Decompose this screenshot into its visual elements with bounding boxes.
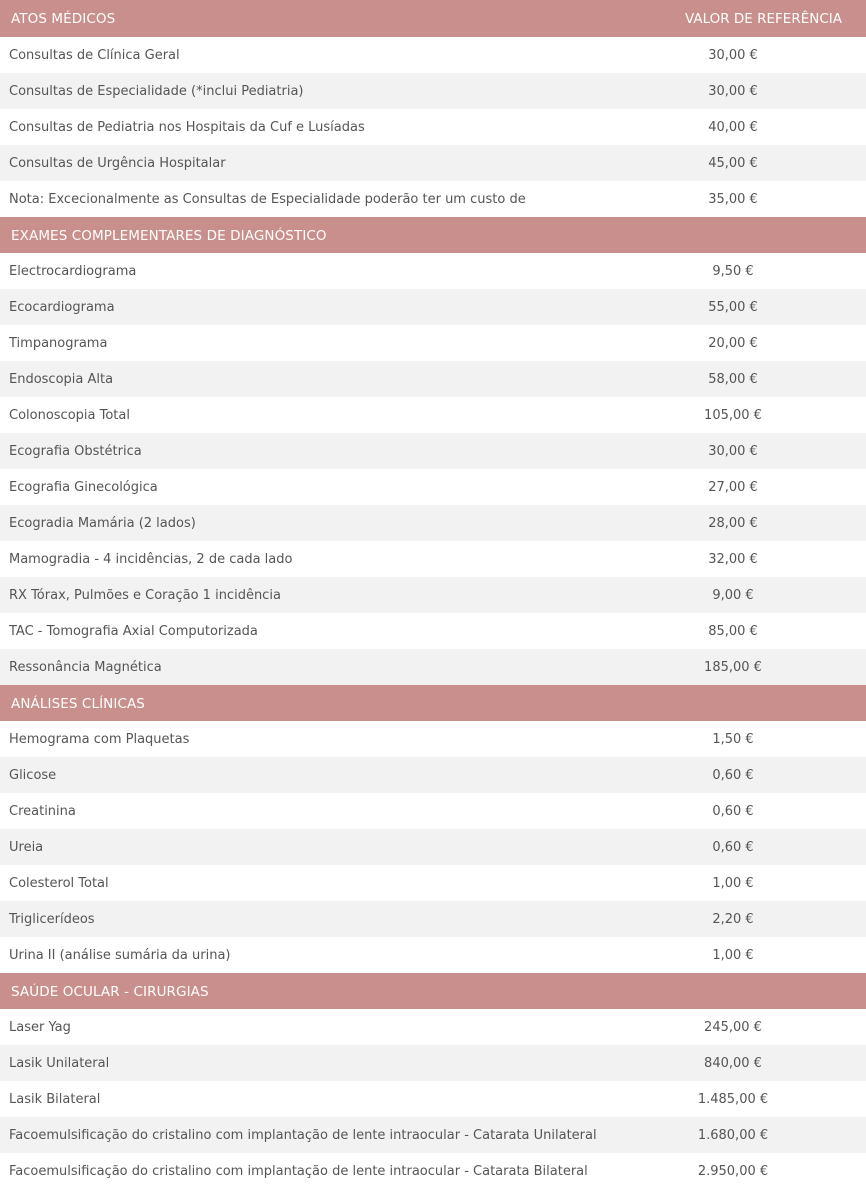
table-row — [0, 397, 866, 433]
row-label: Urina II (análise sumária da urina) — [9, 947, 231, 963]
row-label: Facoemulsificação do cristalino com implantação de lente intraocular - Catarata Unilateral — [9, 1127, 597, 1143]
table-row — [0, 541, 866, 577]
row-label: Timpanograma — [9, 335, 108, 351]
row-label: Consultas de Urgência Hospitalar — [9, 155, 226, 171]
table-row — [0, 757, 866, 793]
row-price: 32,00 € — [708, 551, 758, 567]
row-price: 27,00 € — [708, 479, 758, 495]
row-label: Nota: Excecionalmente as Consultas de Especialidade poderão ter um custo de — [9, 191, 526, 207]
row-price: 9,50 € — [712, 263, 754, 279]
table-row — [0, 937, 866, 973]
table-row — [0, 613, 866, 649]
row-label: Ecografia Ginecológica — [9, 479, 158, 495]
row-label: Ureia — [9, 839, 44, 855]
table-row — [0, 253, 866, 289]
row-price: 1,00 € — [712, 947, 754, 963]
row-label: Glicose — [9, 767, 57, 783]
row-label: Lasik Unilateral — [9, 1055, 110, 1071]
table-row — [0, 1153, 866, 1189]
row-price: 1,00 € — [712, 875, 754, 891]
row-price: 40,00 € — [708, 119, 758, 135]
row-label: Creatinina — [9, 803, 76, 819]
row-label: Endoscopia Alta — [9, 371, 114, 387]
row-label: Facoemulsificação do cristalino com implantação de lente intraocular - Catarata Bilateral — [9, 1163, 588, 1179]
row-price: 840,00 € — [704, 1055, 762, 1071]
row-price: 30,00 € — [708, 443, 758, 459]
row-label: Hemograma com Plaquetas — [9, 731, 190, 747]
row-label: Ecocardiograma — [9, 299, 115, 315]
row-price: 35,00 € — [708, 191, 758, 207]
row-price: 58,00 € — [708, 371, 758, 387]
table-row — [0, 1081, 866, 1117]
row-price: 30,00 € — [708, 83, 758, 99]
section-title: SAÚDE OCULAR - CIRURGIAS — [11, 984, 209, 1000]
table-row — [0, 649, 866, 685]
row-price: 0,60 € — [712, 767, 754, 783]
row-label: Electrocardiograma — [9, 263, 137, 279]
row-price: 20,00 € — [708, 335, 758, 351]
table-row — [0, 433, 866, 469]
row-label: Laser Yag — [9, 1019, 71, 1035]
row-label: Colesterol Total — [9, 875, 109, 891]
table-row — [0, 289, 866, 325]
row-label: TAC - Tomografia Axial Computorizada — [9, 623, 258, 639]
section-title: EXAMES COMPLEMENTARES DE DIAGNÓSTICO — [11, 228, 327, 244]
table-row — [0, 361, 866, 397]
row-price: 2,20 € — [712, 911, 754, 927]
section-title: ATOS MÉDICOS — [11, 10, 116, 27]
row-label: Consultas de Especialidade (*inclui Pediatria) — [9, 83, 304, 99]
row-price: 245,00 € — [704, 1019, 762, 1035]
table-row — [0, 1009, 866, 1045]
table-row — [0, 793, 866, 829]
table-row — [0, 1117, 866, 1153]
row-price: 0,60 € — [712, 803, 754, 819]
section-header — [0, 973, 866, 1009]
section-header — [0, 217, 866, 253]
row-price: 85,00 € — [708, 623, 758, 639]
row-price: 1.485,00 € — [697, 1091, 769, 1107]
row-price: 0,60 € — [712, 839, 754, 855]
section-title: ANÁLISES CLÍNICAS — [11, 696, 145, 712]
row-price: 45,00 € — [708, 155, 758, 171]
table-row — [0, 505, 866, 541]
table-row — [0, 865, 866, 901]
row-label: Colonoscopia Total — [9, 407, 130, 423]
table-row — [0, 325, 866, 361]
row-label: Ressonância Magnética — [9, 659, 162, 675]
table-row — [0, 577, 866, 613]
table-row — [0, 1045, 866, 1081]
table-row — [0, 181, 866, 217]
row-label: Ecogradia Mamária (2 lados) — [9, 515, 196, 531]
table-row — [0, 469, 866, 505]
row-price: 185,00 € — [704, 659, 762, 675]
row-price: 55,00 € — [708, 299, 758, 315]
row-label: Ecografia Obstétrica — [9, 443, 142, 459]
row-label: Consultas de Pediatria nos Hospitais da Cuf e Lusíadas — [9, 119, 365, 135]
row-price: 9,00 € — [712, 587, 754, 603]
table-row — [0, 145, 866, 181]
row-label: Triglicerídeos — [9, 911, 95, 927]
row-price: 30,00 € — [708, 47, 758, 63]
table-row — [0, 109, 866, 145]
section-header — [0, 685, 866, 721]
section-header — [0, 0, 866, 37]
value-column-heading: VALOR DE REFERÊNCIA — [684, 10, 842, 27]
row-label: RX Tórax, Pulmões e Coração 1 incidência — [9, 587, 281, 603]
table-row — [0, 901, 866, 937]
row-price: 105,00 € — [704, 407, 762, 423]
table-row — [0, 37, 866, 73]
table-row — [0, 829, 866, 865]
row-price: 2.950,00 € — [697, 1163, 769, 1179]
row-label: Consultas de Clínica Geral — [9, 47, 180, 63]
row-price: 1,50 € — [712, 731, 754, 747]
row-price: 1.680,00 € — [697, 1127, 769, 1143]
row-price: 28,00 € — [708, 515, 758, 531]
table-row — [0, 721, 866, 757]
row-label: Mamogradia - 4 incidências, 2 de cada lado — [9, 551, 293, 567]
table-row — [0, 73, 866, 109]
row-label: Lasik Bilateral — [9, 1091, 101, 1107]
